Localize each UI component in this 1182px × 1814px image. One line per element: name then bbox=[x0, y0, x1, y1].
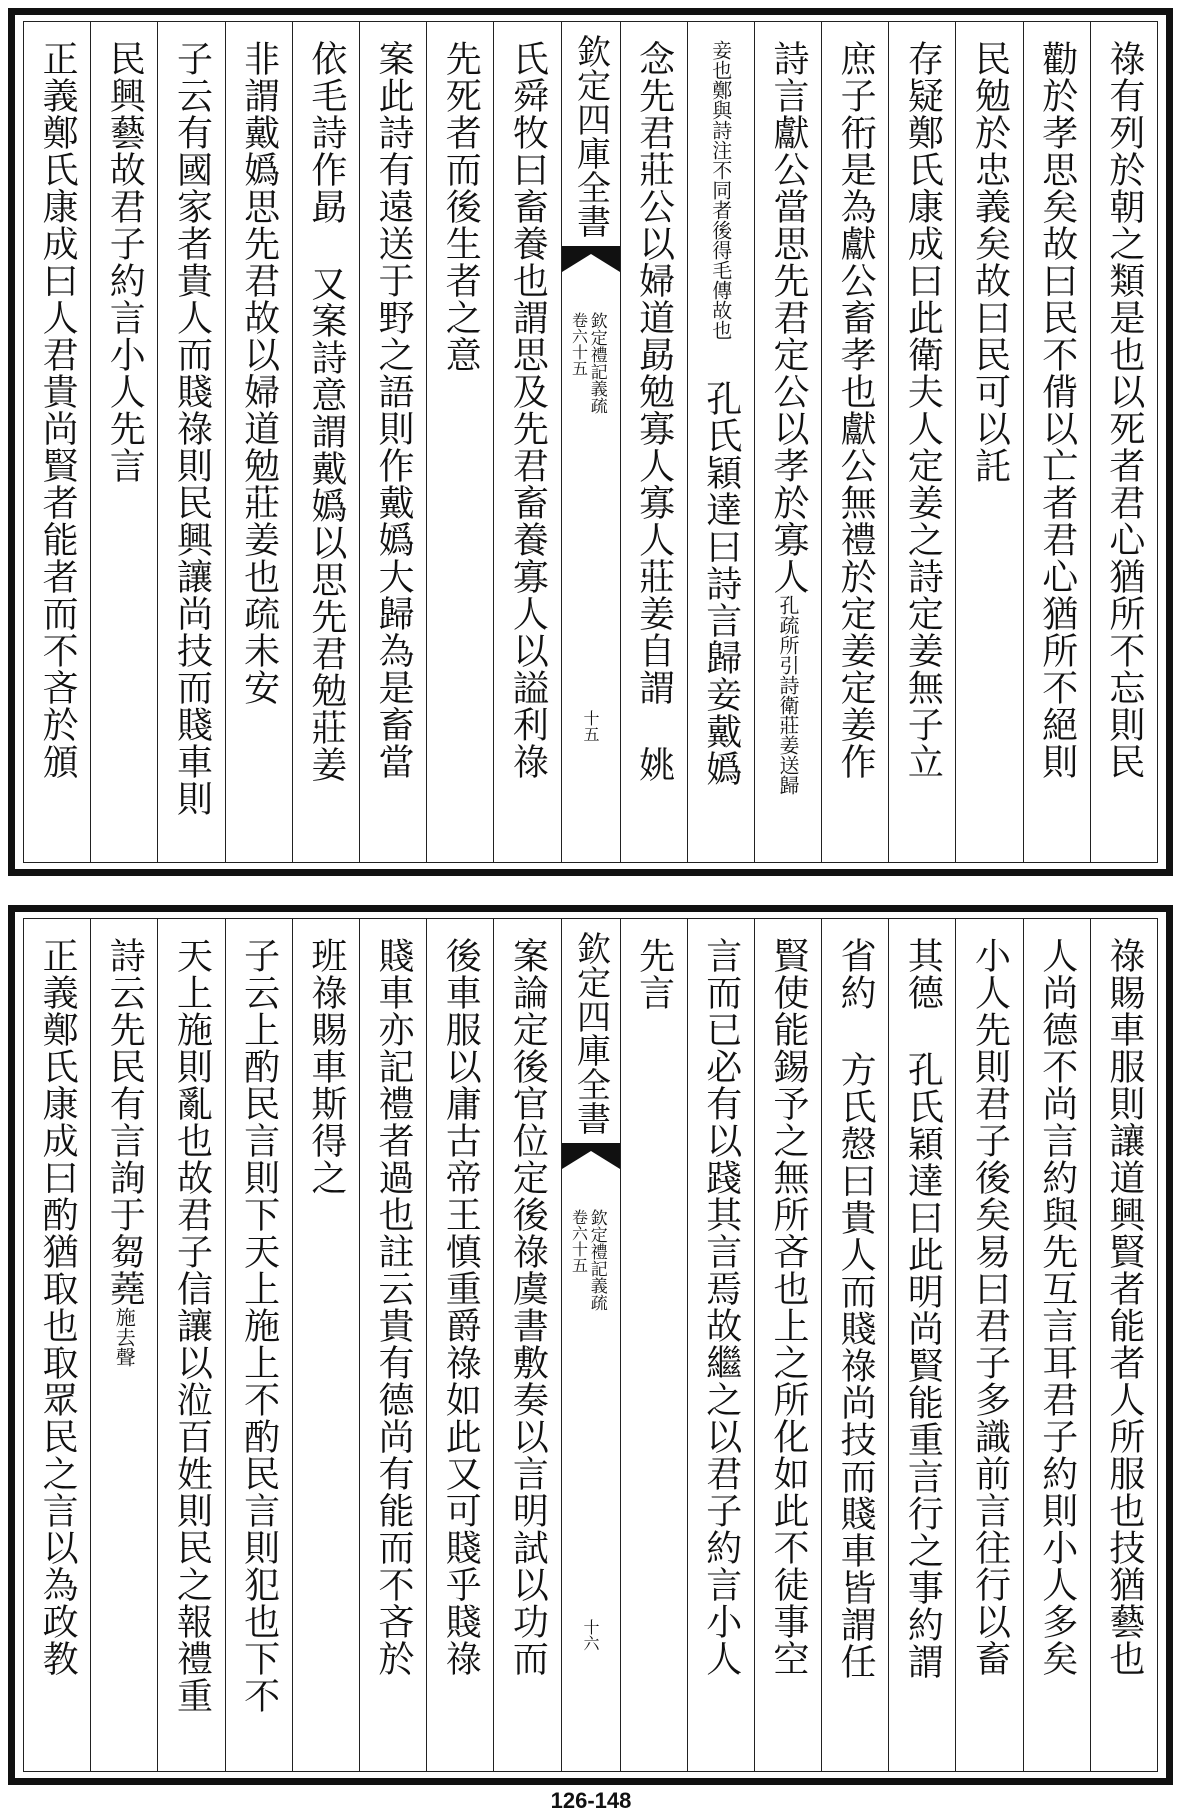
column-text: 非謂戴嬀思先君故以婦道勉莊姜也疏未安 bbox=[238, 40, 280, 706]
text-column bbox=[157, 22, 224, 862]
text-column bbox=[225, 22, 292, 862]
page-code: 126-148 bbox=[550, 1788, 632, 1813]
column-text: 依毛詩作勗 bbox=[305, 40, 347, 225]
text-column bbox=[292, 22, 359, 862]
text-column bbox=[90, 919, 157, 1771]
annotation-note: 施去聲 bbox=[112, 1307, 137, 1367]
column-text: 庶子衎是為獻公畜孝也獻公無禮於定姜定姜作 bbox=[835, 40, 877, 780]
fishtail-mark-icon bbox=[562, 1143, 620, 1169]
column-text: 正義鄭氏康成曰酌猶取也取眾民之言以為政教 bbox=[37, 937, 79, 1677]
column-text: 先言 bbox=[633, 937, 675, 1011]
column-text: 姚 bbox=[633, 746, 675, 783]
bottom-page bbox=[8, 905, 1173, 1785]
annotation-note: 孔疏所引詩衛莊姜送歸 bbox=[775, 595, 800, 795]
text-column bbox=[359, 919, 426, 1771]
bottom-page-columns bbox=[24, 919, 1157, 1771]
text-column bbox=[821, 22, 888, 862]
book-name: 欽定禮記義疏 bbox=[586, 312, 607, 414]
column-text: 小人先則君子後矣易曰君子多識前言往行以畜 bbox=[969, 937, 1011, 1677]
book-name: 欽定禮記義疏 bbox=[586, 1209, 607, 1311]
text-column bbox=[1090, 919, 1157, 1771]
column-text: 子云上酌民言則下天上施上不酌民言則犯也下不 bbox=[238, 937, 280, 1714]
column-text: 子云有國家者貴人而賤祿則民興讓尚技而賤車則 bbox=[171, 40, 213, 817]
column-text: 賤車亦記禮者過也註云貴有德尚有能而不吝於 bbox=[373, 937, 415, 1677]
page-number: 十五 bbox=[581, 710, 600, 742]
text-column bbox=[426, 22, 493, 862]
fishtail-mark-icon bbox=[562, 246, 620, 272]
column-text: 氏舜牧曰畜養也謂思及先君畜養寡人以謚利祿 bbox=[507, 40, 549, 780]
column-text: 民勉於忠義矣故曰民可以託 bbox=[969, 40, 1011, 484]
text-column bbox=[90, 22, 157, 862]
column-text: 方氏慤曰貴人而賤祿尚技而賤車皆謂任 bbox=[835, 1051, 877, 1680]
text-column bbox=[620, 22, 687, 862]
text-column bbox=[687, 919, 754, 1771]
column-text: 詩云先民有言詢于芻蕘 bbox=[104, 937, 146, 1307]
text-column bbox=[493, 22, 560, 862]
text-column bbox=[821, 919, 888, 1771]
column-text: 孔氏穎達曰詩言歸妾戴嬀 bbox=[700, 380, 742, 787]
text-column bbox=[955, 919, 1022, 1771]
text-column bbox=[292, 919, 359, 1771]
bottom-page-frame bbox=[23, 918, 1158, 1772]
column-text: 省約 bbox=[835, 937, 877, 1011]
text-column bbox=[24, 919, 90, 1771]
text-column bbox=[24, 22, 90, 862]
page-number: 十六 bbox=[581, 1619, 600, 1651]
text-column bbox=[754, 22, 821, 862]
header-title: 欽定四庫全書 bbox=[570, 931, 611, 1135]
column-text: 勸於孝思矣故曰民不偝以亡者君心猶所不絕則 bbox=[1036, 40, 1078, 780]
column-text: 又案詩意謂戴嬀以思先君勉莊姜 bbox=[305, 265, 347, 783]
column-text: 祿賜車服則讓道興賢者能者人所服也技猶藝也 bbox=[1103, 937, 1145, 1677]
column-text: 言而已必有以踐其言焉故繼之以君子約言小人 bbox=[700, 937, 742, 1677]
center-margin bbox=[561, 919, 620, 1771]
top-page-frame bbox=[23, 21, 1158, 863]
text-column bbox=[359, 22, 426, 862]
annotation-note: 妾也鄭與詩注不同者後得毛傳故也 bbox=[708, 40, 733, 340]
text-column bbox=[620, 919, 687, 1771]
text-column bbox=[955, 22, 1022, 862]
column-text: 詩言獻公當思先君定公以孝於寡人 bbox=[767, 40, 809, 595]
column-text: 班祿賜車斯得之 bbox=[305, 937, 347, 1196]
column-text: 孔氏穎達曰此明尚賢能重言行之事約謂 bbox=[902, 1051, 944, 1680]
column-text: 人尚德不尚言約與先互言耳君子約則小人多矣 bbox=[1036, 937, 1078, 1677]
column-text: 先死者而後生者之意 bbox=[440, 40, 482, 373]
text-column bbox=[687, 22, 754, 862]
column-text: 天上施則亂也故君子信讓以涖百姓則民之報禮重 bbox=[171, 937, 213, 1714]
column-text: 案此詩有遠送于野之語則作戴嬀大歸為是畜當 bbox=[373, 40, 415, 780]
text-column bbox=[888, 919, 955, 1771]
column-text: 其德 bbox=[902, 937, 944, 1011]
text-column bbox=[754, 919, 821, 1771]
text-column bbox=[493, 919, 560, 1771]
text-column bbox=[157, 919, 224, 1771]
text-column bbox=[426, 919, 493, 1771]
text-column bbox=[1023, 919, 1090, 1771]
top-page-columns bbox=[24, 22, 1157, 862]
center-margin bbox=[561, 22, 620, 862]
text-column bbox=[888, 22, 955, 862]
column-text: 祿有列於朝之類是也以死者君心猶所不忘則民 bbox=[1103, 40, 1145, 780]
header-title: 欽定四庫全書 bbox=[570, 34, 611, 238]
column-text: 念先君莊公以婦道勗勉寡人寡人莊姜自謂 bbox=[633, 40, 675, 706]
volume-label: 卷六十五 bbox=[569, 1209, 589, 1273]
column-text: 案論定後官位定後祿虞書敷奏以言明試以功而 bbox=[507, 937, 549, 1677]
text-column bbox=[225, 919, 292, 1771]
text-column bbox=[1090, 22, 1157, 862]
top-page bbox=[8, 8, 1173, 876]
column-text: 正義鄭氏康成曰人君貴尚賢者能者而不吝於頒 bbox=[37, 40, 79, 780]
text-column bbox=[1023, 22, 1090, 862]
volume-label: 卷六十五 bbox=[569, 312, 589, 376]
column-text: 後車服以庸古帝王慎重爵祿如此又可賤乎賤祿 bbox=[440, 937, 482, 1677]
column-text: 存疑鄭氏康成曰此衛夫人定姜之詩定姜無子立 bbox=[902, 40, 944, 780]
column-text: 民興藝故君子約言小人先言 bbox=[104, 40, 146, 484]
column-text: 賢使能錫予之無所吝也上之所化如此不徒事空 bbox=[767, 937, 809, 1677]
